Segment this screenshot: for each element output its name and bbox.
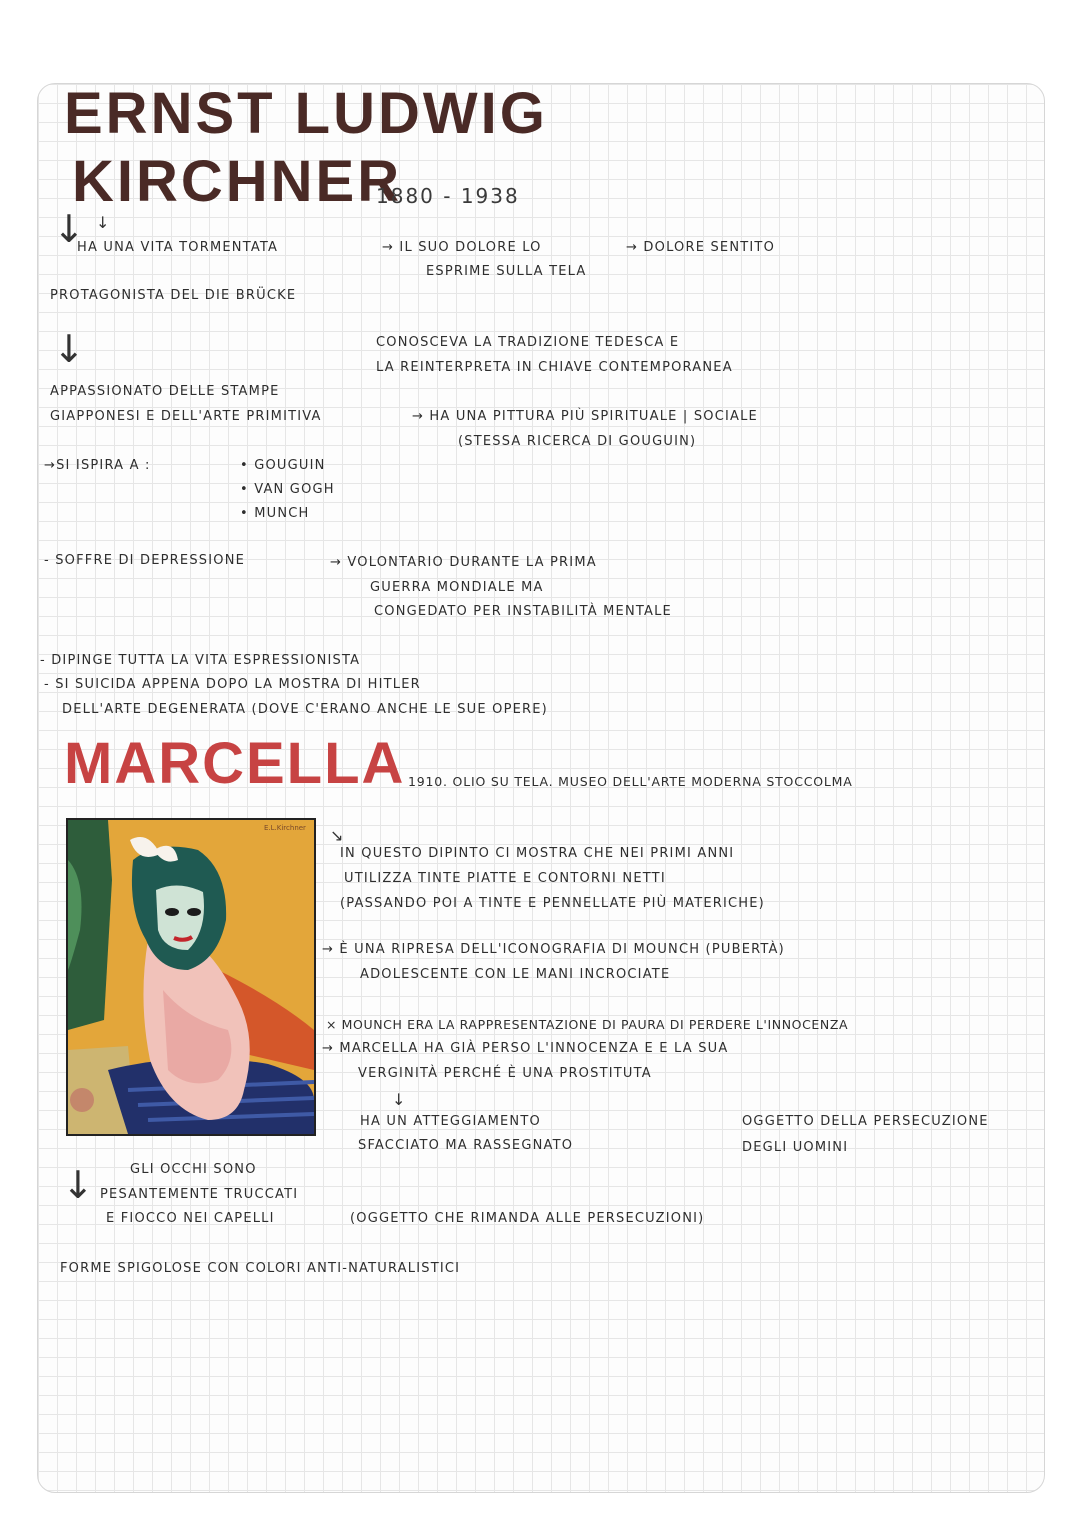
down-arrow-icon: ↓: [53, 207, 85, 251]
down-arrow-icon-3: ↓: [392, 1090, 406, 1109]
note-volunteer-2: GUERRA MONDIALE MA: [370, 580, 544, 595]
note-suicide-2: DELL'ARTE DEGENERATA (DOVE C'ERANO ANCHE LE SUE OPERE): [62, 702, 548, 717]
artwork-details: 1910. OLIO SU TELA. MUSEO DELL'ARTE MODERNA STOCCOLMA: [408, 774, 853, 789]
note-painting-style-1: → HA UNA PITTURA PIÙ SPIRITUALE | SOCIALE: [412, 409, 758, 424]
note-expressionist: - DIPINGE TUTTA LA VITA ESPRESSIONISTA: [40, 653, 361, 668]
note-painting-style-2: (STESSA RICERCA DI GOUGUIN): [458, 434, 697, 449]
note-depression: - SOFFRE DI DEPRESSIONE: [44, 553, 246, 568]
painting-signature: E.L.Kirchner: [264, 824, 306, 832]
small-down-arrow-icon: ↓: [96, 213, 110, 232]
eyes-2: PESANTEMENTE TRUCCATI: [100, 1187, 299, 1202]
curved-arrow-icon: ↘: [330, 826, 344, 845]
munch-4: → MARCELLA HA GIÀ PERSO L'INNOCENZA E E LA SUA: [322, 1041, 729, 1056]
desc-1: IN QUESTO DIPINTO CI MOSTRA CHE NEI PRIMI ANNI: [340, 846, 735, 861]
note-passion-2: GIAPPONESI E DELL'ARTE PRIMITIVA: [50, 409, 322, 424]
influence-gauguin: • GOUGUIN: [240, 458, 326, 473]
munch-3: × MOUNCH ERA LA RAPPRESENTAZIONE DI PAURA DI PERDERE L'INNOCENZA: [326, 1017, 849, 1032]
note-pain-expressed: → IL SUO DOLORE LO: [382, 240, 542, 255]
note-suicide-1: - SI SUICIDA APPENA DOPO LA MOSTRA DI HITLER: [44, 677, 421, 692]
desc-2: UTILIZZA TINTE PIATTE E CONTORNI NETTI: [344, 871, 666, 886]
note-life: HA UNA VITA TORMENTATA: [77, 240, 279, 255]
artist-dates: 1880 - 1938: [376, 184, 520, 208]
attitude-2: SFACCIATO MA RASSEGNATO: [358, 1138, 574, 1153]
munch-1: → È UNA RIPRESA DELL'ICONOGRAFIA DI MOUNCH (PUBERTÀ): [322, 942, 785, 957]
down-arrow-icon-4: ↓: [62, 1163, 94, 1207]
eyes-1: GLI OCCHI SONO: [130, 1162, 257, 1177]
influence-munch: • MUNCH: [240, 506, 310, 521]
object-1: OGGETTO DELLA PERSECUZIONE: [742, 1114, 989, 1129]
note-inspired-by: →SI ISPIRA A :: [44, 458, 151, 473]
munch-5: VERGINITÀ PERCHÉ È UNA PROSTITUTA: [358, 1066, 652, 1081]
note-tradition-2: LA REINTERPRETA IN CHIAVE CONTEMPORANEA: [376, 360, 733, 375]
note-pain-expressed-2: ESPRIME SULLA TELA: [426, 264, 587, 279]
eyes-3: E FIOCCO NEI CAPELLI: [106, 1211, 275, 1226]
artist-name-line1: ERNST LUDWIG: [64, 81, 548, 146]
note-protagonist: PROTAGONISTA DEL DIE BRÜCKE: [50, 288, 297, 303]
artist-name-line2: KIRCHNER: [72, 149, 403, 214]
artwork-title: MARCELLA: [64, 731, 406, 796]
note-volunteer-1: → VOLONTARIO DURANTE LA PRIMA: [330, 555, 597, 570]
eyes-4: (OGGETTO CHE RIMANDA ALLE PERSECUZIONI): [350, 1211, 705, 1226]
munch-2: ADOLESCENTE CON LE MANI INCROCIATE: [360, 967, 671, 982]
note-pain-felt: → DOLORE SENTITO: [626, 240, 775, 255]
marcella-painting-image: [66, 818, 316, 1136]
desc-3: (PASSANDO POI A TINTE E PENNELLATE PIÙ MATERICHE): [340, 896, 765, 911]
painting-svg: [68, 820, 314, 1134]
note-volunteer-3: CONGEDATO PER INSTABILITÀ MENTALE: [374, 604, 672, 619]
attitude-1: HA UN ATTEGGIAMENTO: [360, 1114, 541, 1129]
down-arrow-icon-2: ↓: [53, 327, 85, 371]
note-passion-1: APPASSIONATO DELLE STAMPE: [50, 384, 280, 399]
influence-van-gogh: • VAN GOGH: [240, 482, 335, 497]
note-tradition-1: CONOSCEVA LA TRADIZIONE TEDESCA E: [376, 335, 680, 350]
forms-note: FORME SPIGOLOSE CON COLORI ANTI-NATURALISTICI: [60, 1261, 461, 1276]
object-2: DEGLI UOMINI: [742, 1140, 849, 1155]
